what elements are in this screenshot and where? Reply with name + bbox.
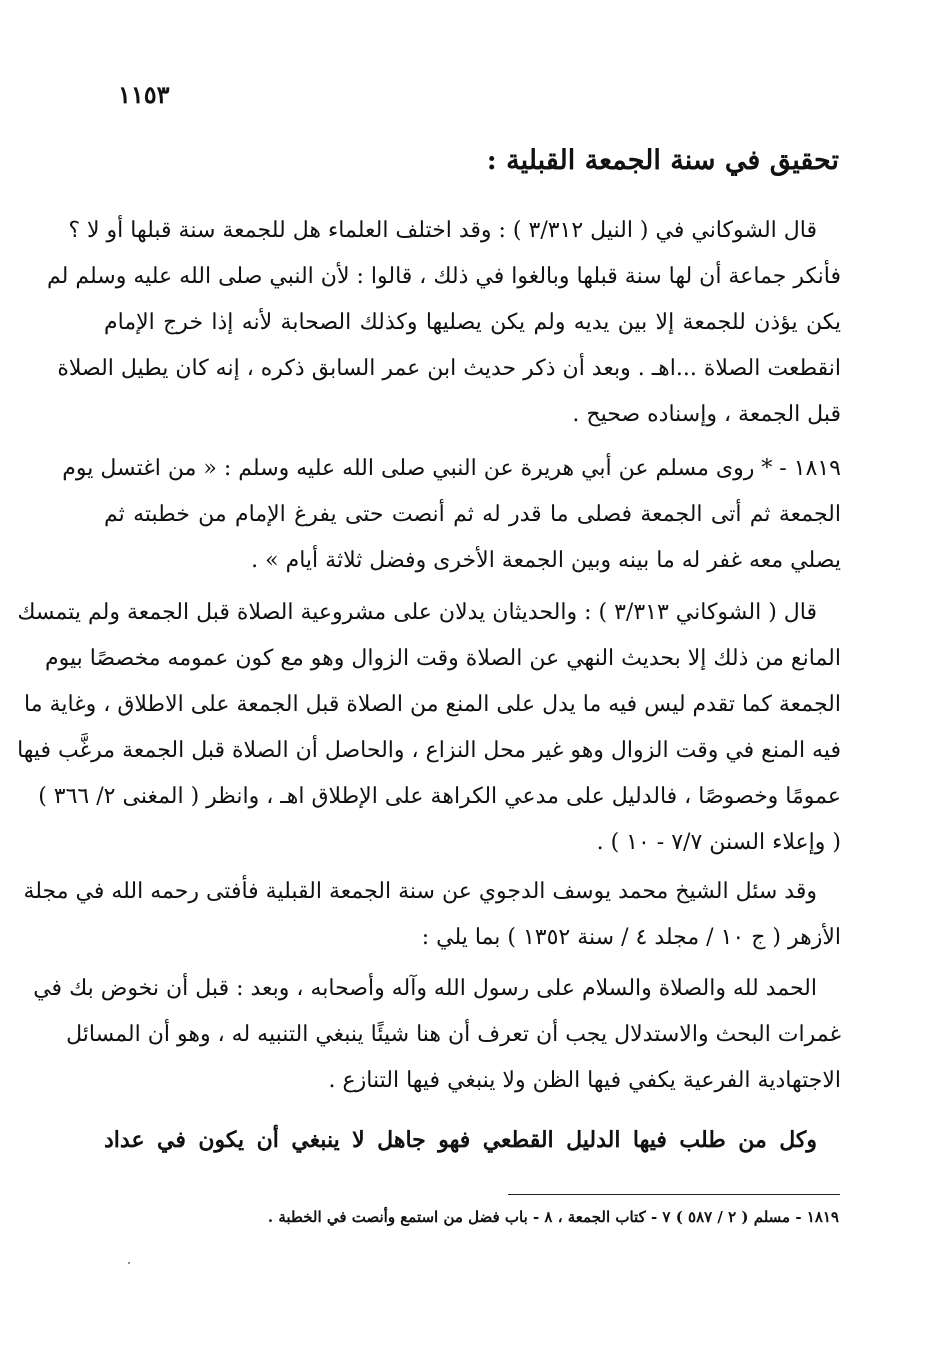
text-line: ١٨١٩ - * روى مسلم عن أبي هريرة عن النبي صلى الله عليه وسلم : « من اغتسل يوم (62, 456, 841, 481)
text-line: قال ( الشوكاني ٣/٣١٣ ) : والحديثان يدلان على مشروعية الصلاة قبل الجمعة ولم يتمسك (17, 600, 817, 625)
text-line: انقطعت الصلاة ...اهـ . وبعد أن ذكر حديث ابن عمر السابق ذكره ، إنه كان يطيل الصلاة (57, 356, 841, 381)
text-line: وكل من طلب فيها الدليل القطعي فهو جاهل لا ينبغي أن يكون في عداد (104, 1127, 817, 1153)
paragraph-dajawi-question (23, 869, 841, 961)
text-line: يصلي معه غفر له ما بينه وبين الجمعة الأخرى وفضل ثلاثة أيام » . (251, 548, 841, 573)
page-number: ١١٥٣ (118, 80, 170, 109)
paragraph-shawkani-intro (47, 208, 841, 438)
text-line: الجمعة ثم أتى الجمعة فصلى ما قدر له ثم أنصت حتى يفرغ الإمام من خطبته ثم (104, 502, 841, 527)
text-line: فأنكر جماعة أن لها سنة قبلها وبالغوا في ذلك ، قالوا : لأن النبي صلى الله عليه وسلم لم (47, 264, 841, 289)
text-line: فيه المنع في وقت الزوال وهو غير محل النزاع ، والحاصل أن الصلاة قبل الجمعة مرغَّب فيها (17, 738, 841, 763)
text-line: وقد سئل الشيخ محمد يوسف الدجوي عن سنة الجمعة القبلية فأفتى رحمه الله في مجلة (23, 879, 817, 904)
text-line: الحمد لله والصلاة والسلام على رسول الله وآله وأصحابه ، وبعد : قبل أن نخوض بك في (33, 976, 817, 1001)
paragraph-fatwa-continued (104, 1117, 841, 1163)
text-line: الاجتهادية الفرعية يكفي فيها الظن ولا ينبغي فيها التنازع . (328, 1068, 841, 1093)
scan-speck (128, 1262, 130, 1264)
text-line: الأزهر ( ج ١٠ / مجلد ٤ / سنة ١٣٥٢ ) بما يلي : (421, 925, 841, 950)
paragraph-shawkani-commentary (17, 590, 841, 866)
text-line: قبل الجمعة ، وإسناده صحيح . (572, 402, 841, 427)
text-line: ( وإعلاء السنن ٧/٧ - ١٠ ) . (596, 830, 841, 855)
text-line: المانع من ذلك إلا بحديث النهي عن الصلاة وقت الزوال وهو مع كون عمومه مخصصًا بيوم (44, 646, 841, 671)
text-line: عمومًا وخصوصًا ، فالدليل على مدعي الكراهة على الإطلاق اهـ ، وانظر ( المغنى ٢/ ٣٦٦ ) (38, 784, 841, 809)
footnote: ١٨١٩ - مسلم ( ٢ / ٥٨٧ ) ٧ - كتاب الجمعة ، ٨ - باب فضل من استمع وأنصت في الخطبة . (267, 1208, 839, 1226)
text-line: غمرات البحث والاستدلال يجب أن تعرف أن هنا شيئًا ينبغي التنبيه له ، وهو أن المسائل (66, 1022, 841, 1047)
text-line: يكن يؤذن للجمعة إلا بين يديه ولم يكن يصليها وكذلك الصحابة لأنه إذا خرج الإمام (104, 310, 841, 335)
text-line: قال الشوكاني في ( النيل ٣/٣١٢ ) : وقد اختلف العلماء هل للجمعة سنة قبلها أو لا ؟ (68, 218, 817, 243)
paragraph-fatwa-opening (33, 966, 841, 1104)
section-heading: تحقيق في سنة الجمعة القبلية : (486, 145, 839, 176)
paragraph-hadith-1819 (62, 446, 841, 584)
footnote-separator (508, 1194, 840, 1195)
text-line: الجمعة كما تقدم ليس فيه ما يدل على المنع من الصلاة قبل الجمعة على الاطلاق ، وغاية ما (24, 692, 841, 717)
